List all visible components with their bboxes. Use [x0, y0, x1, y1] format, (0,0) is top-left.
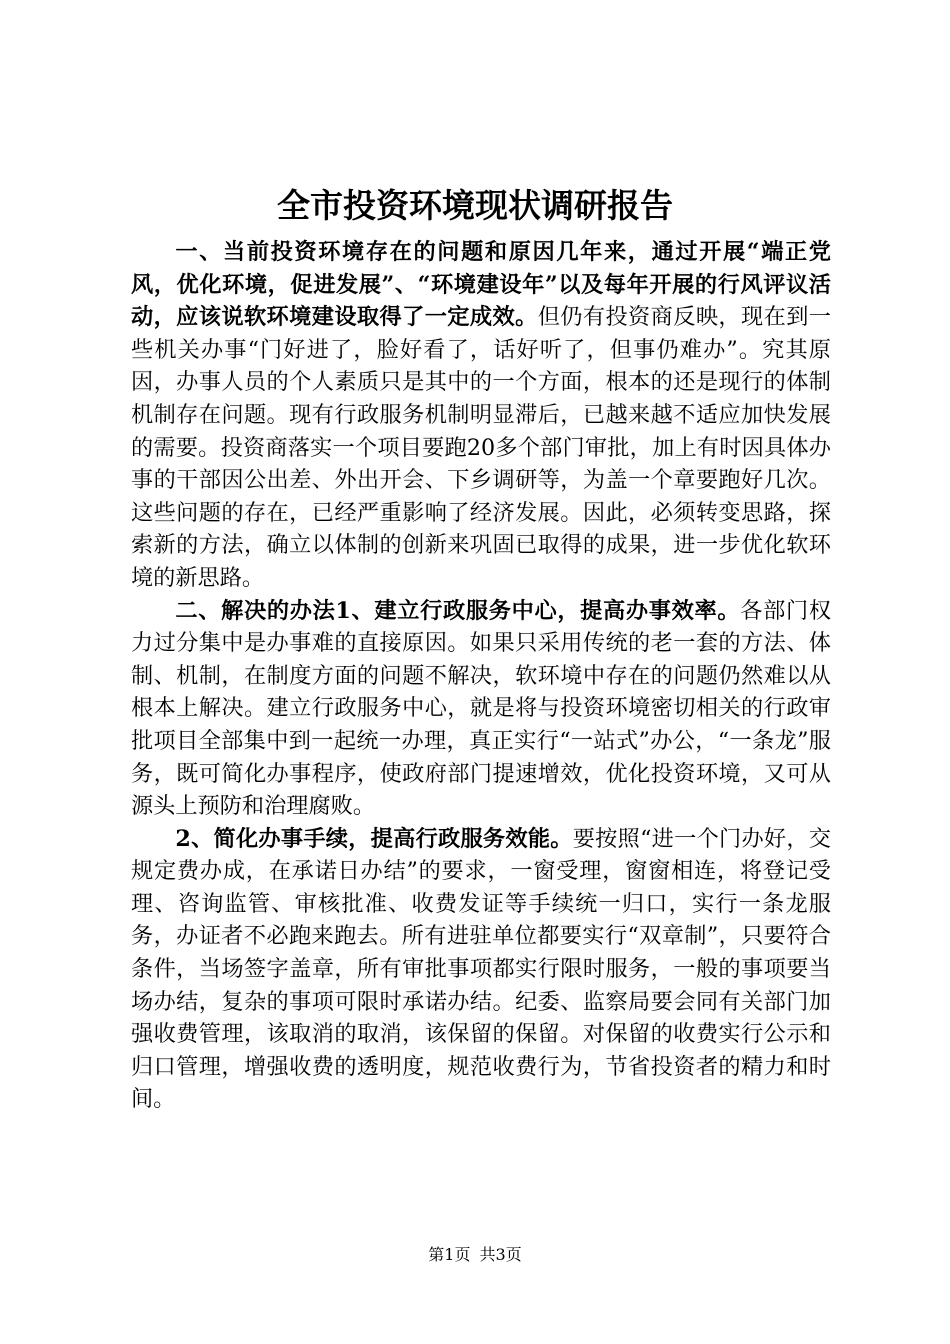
- paragraph-3-text: 要按照“进一个门办好，交规定费办成，在承诺日办结”的要求，一窗受理，窗窗相连，将登记受理、咨询监管、审核批准、收费发证等手续统一归口，实行一条龙服务，办证者不必跑来跑去。所有进驻单位都要实行“双章制”，只要符合条件，当场签字盖章，所有审批事项都实行限时服务，一般的事项要当场办结，复杂的事项可限时承诺办结。纪委、监察局要会同有关部门加强收费管理，该取消的取消，该保留的保留。对保留的收费实行公示和归口管理，增强收费的透明度，规范收费行为，节省投资者的精力和时间。: [131, 825, 831, 1113]
- paragraph-1: [131, 236, 831, 595]
- paragraph-3: [131, 823, 831, 1116]
- paragraph-2: [131, 595, 831, 823]
- document-body: [131, 236, 831, 1116]
- paragraph-1-text: 但仍有投资商反映，现在到一些机关办事“门好进了，脸好看了，话好听了，但事仍难办”。究其原因，办事人员的个人素质只是其中的一个方面，根本的还是现行的体制机制存在问题。现有行政服务机制明显滞后，已越来越不适应加快发展的需要。投资商落实一个项目要跑20多个部门审批，加上有时因具体办事的干部因公出差、外出开会、下乡调研等，为盖一个章要跑好几次。这些问题的存在，已经严重影响了经济发展。因此，必须转变思路，探索新的方法，确立以体制的创新来巩固已取得的成果，进一步优化软环境的新思路。: [131, 304, 831, 591]
- page-number-current: 第1页: [428, 1245, 471, 1264]
- paragraph-1-heading: 一、当前投资环境存在的问题和原因几年来，通过开展“端正党风，优化环境，促进发展”、“环境建设年”以及每年开展的行风评议活动，应该说软环境建设取得了一定成效。: [131, 239, 831, 331]
- page-footer: [0, 1244, 950, 1266]
- paragraph-2-text: 各部门权力过分集中是办事难的直接原因。如果只采用传统的老一套的方法、体制、机制，在制度方面的问题不解决，软环境中存在的问题仍然难以从根本上解决。建立行政服务中心，就是将与投资环境密切相关的行政审批项目全部集中到一起统一办理，真正实行“一站式”办公，“一条龙”服务，既可简化办事程序，使政府部门提速增效，优化投资环境，又可从源头上预防和治理腐败。: [131, 597, 832, 820]
- paragraph-3-heading: 2、简化办事手续，提高行政服务效能。: [175, 825, 573, 852]
- document-title: 全市投资环境现状调研报告: [277, 186, 673, 225]
- page-number-total: 共3页: [479, 1245, 522, 1264]
- paragraph-2-heading: 二、解决的办法1、建立行政服务中心，提高办事效率。: [175, 597, 741, 624]
